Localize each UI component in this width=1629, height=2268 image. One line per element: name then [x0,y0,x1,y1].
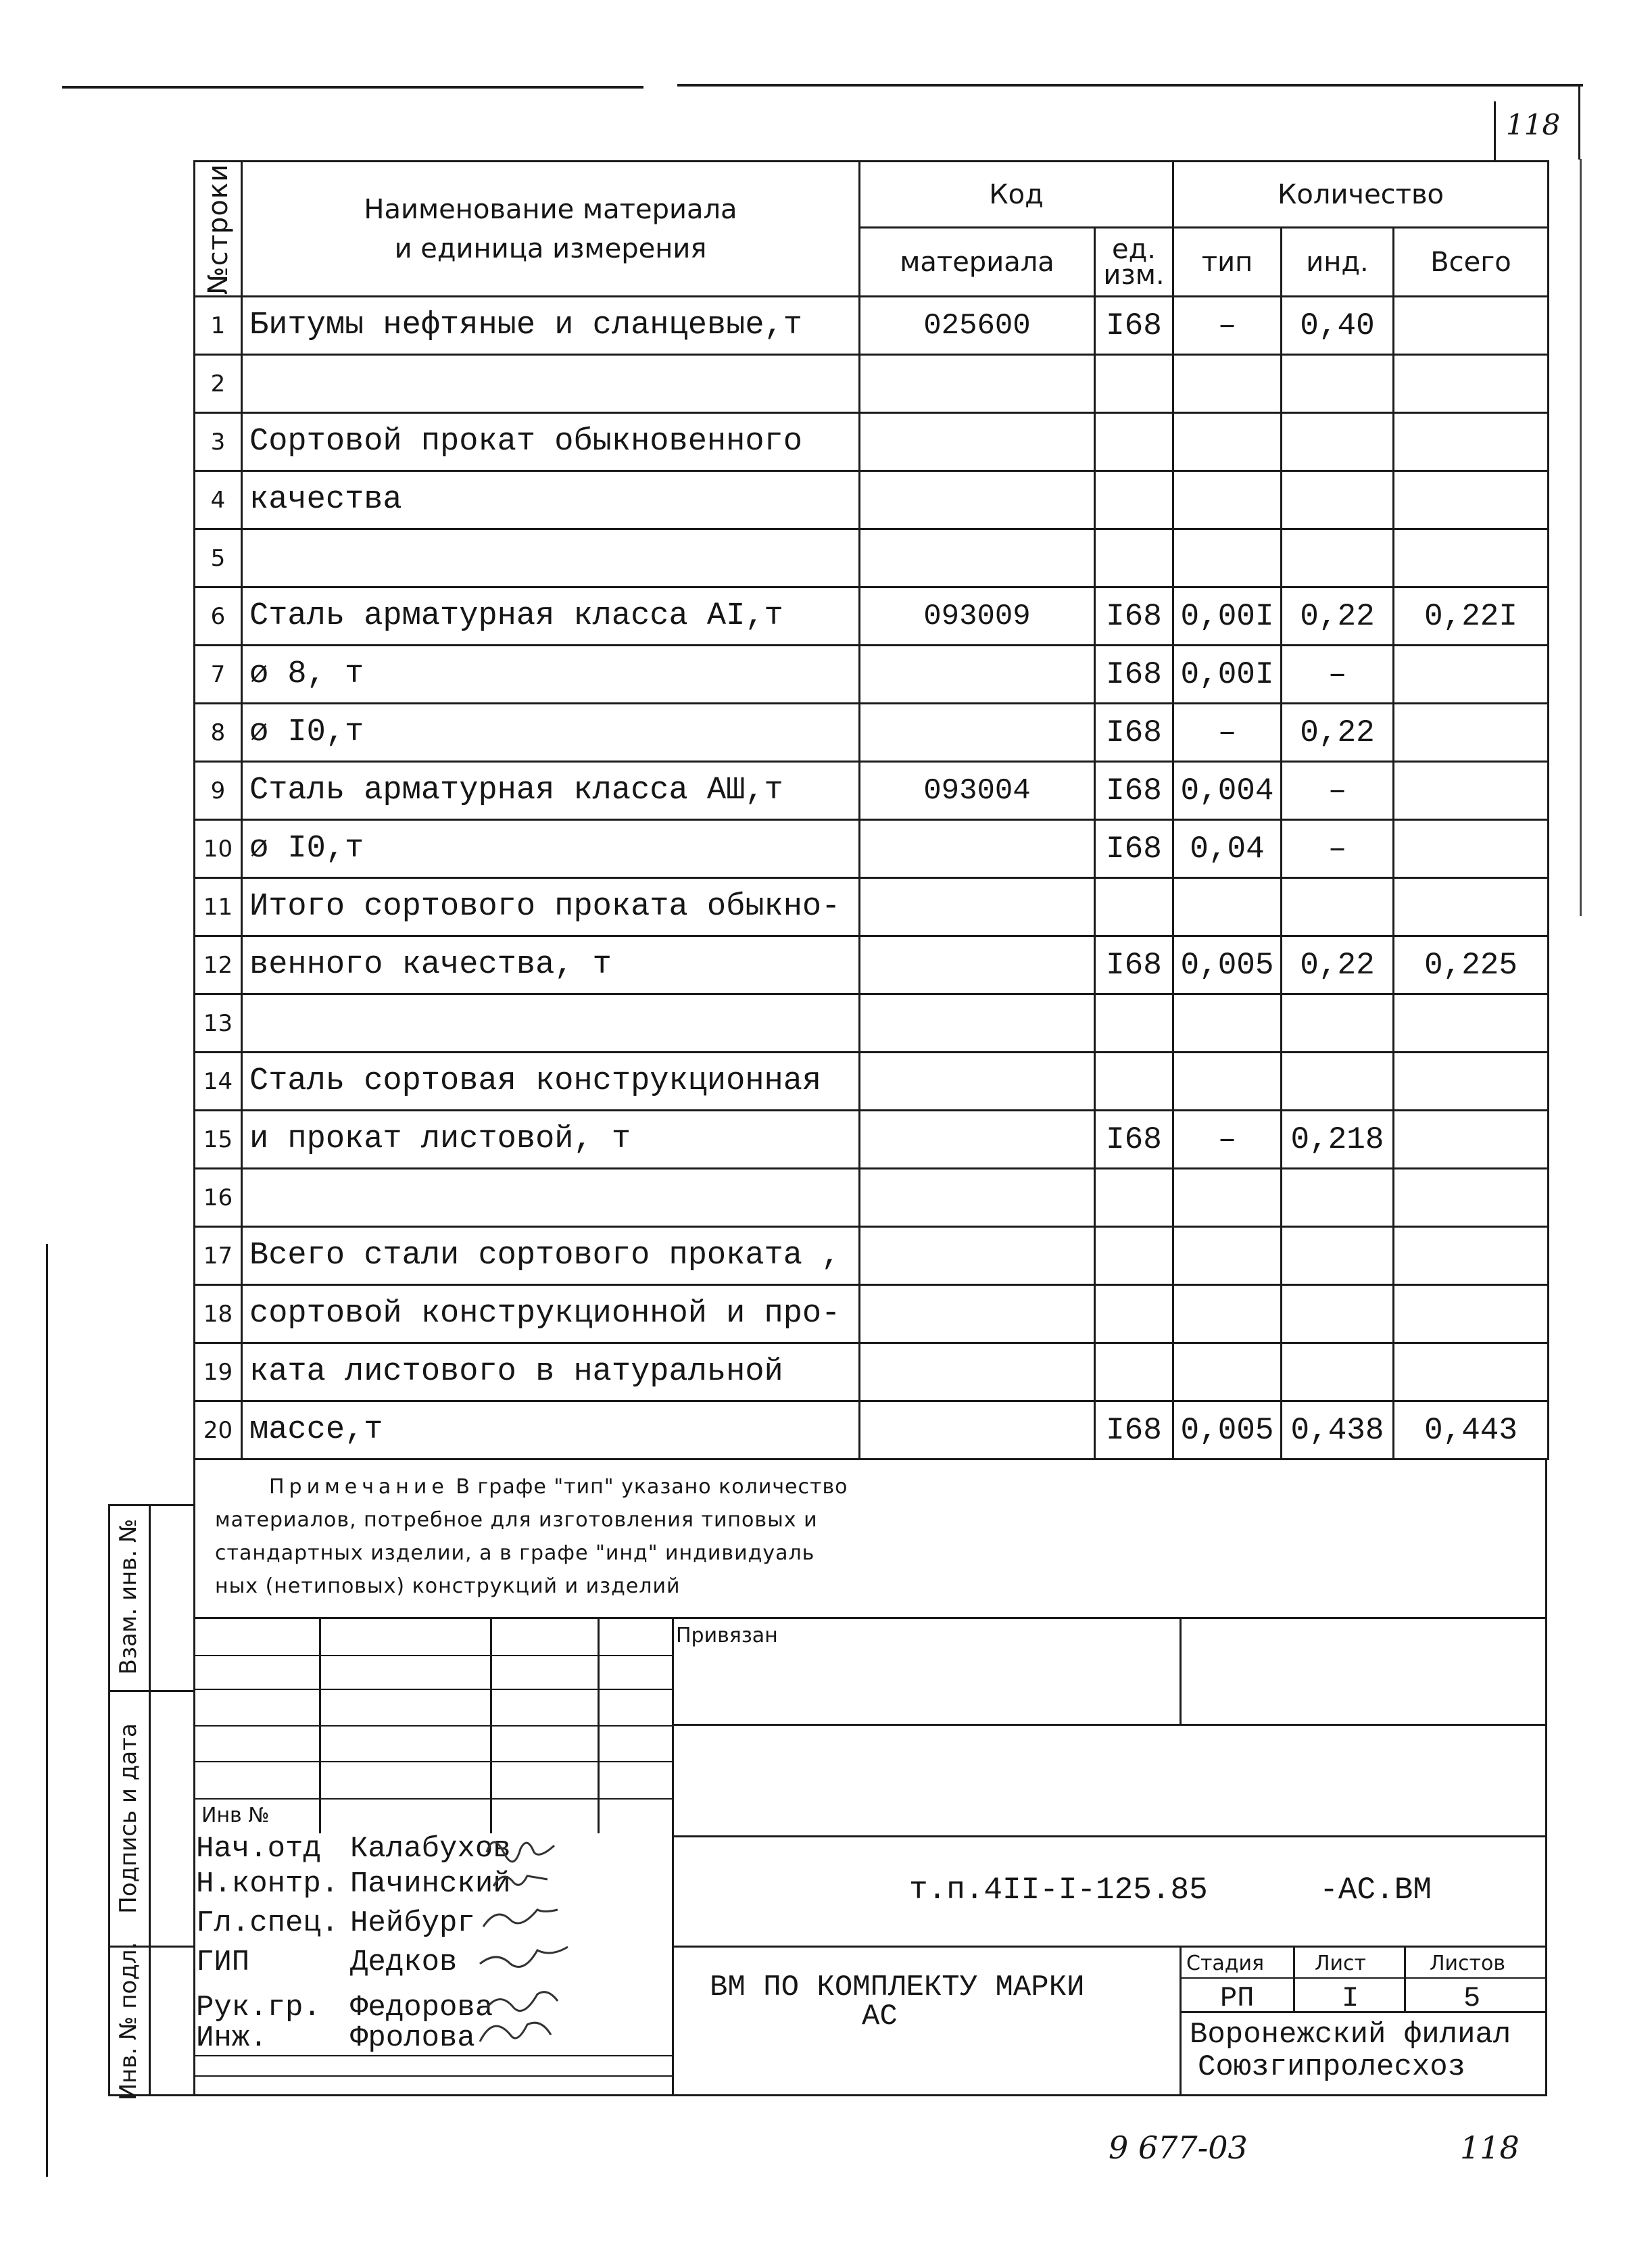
qty-typ [1173,1343,1282,1401]
qty-typ [1173,471,1282,529]
material-name: ката листового в натуральной [242,1343,860,1401]
stamp-col-3 [598,1617,600,1833]
material-code [860,1169,1095,1227]
row-number: 17 [195,1227,242,1285]
material-name: Сталь арматурная класса АШ,т [242,762,860,820]
material-code [860,994,1095,1053]
row-number: 19 [195,1343,242,1401]
sig-role-1: Нач.отд [196,1832,321,1866]
material-code [860,471,1095,529]
unit-code: I68 [1095,704,1173,762]
unit-code [1095,1285,1173,1343]
qty-ind [1282,413,1394,471]
table-row [195,1227,1549,1285]
header-quantity: Количество [1173,162,1549,228]
qty-total [1394,820,1549,878]
qty-ind [1282,471,1394,529]
header-material-code: материала [860,228,1095,297]
qty-total [1394,878,1549,936]
qty-total [1394,355,1549,413]
material-name [242,529,860,587]
stamp-col-2 [490,1617,492,1833]
qty-typ: 0,005 [1173,1401,1282,1459]
header-qty-typ: тип [1173,228,1282,297]
material-name: Итого сортового проката обыкно- [242,878,860,936]
table-row [195,1343,1549,1401]
stamp-stage-sep [1180,1977,1547,1979]
sig-role-4: ГИП [196,1946,250,1979]
stamp-privyazan-bottom [672,1724,1547,1726]
stamp-sheet-label: Лист [1315,1952,1367,1975]
row-number: 3 [195,413,242,471]
material-code [860,878,1095,936]
stamp-left-edge [193,1459,195,2096]
stamp-title-line2: АС [862,2000,898,2033]
stamp-line-bottom [193,2094,1547,2096]
qty-typ: – [1173,704,1282,762]
qty-total [1394,1169,1549,1227]
material-code [860,1111,1095,1169]
stamp-title-top [672,1946,1547,1948]
side-label-podpis: Подпись и дата [115,1723,142,1914]
qty-ind [1282,355,1394,413]
stamp-designation-top [672,1835,1547,1837]
material-code [860,1401,1095,1459]
page-number-top: 118 [1506,108,1561,141]
table-row [195,413,1549,471]
qty-typ [1173,1285,1282,1343]
row-number: 13 [195,994,242,1053]
unit-code [1095,1227,1173,1285]
qty-total [1394,1285,1549,1343]
qty-typ: 0,005 [1173,936,1282,994]
material-name: ø I0,т [242,820,860,878]
table-row [195,297,1549,355]
material-name: Сталь арматурная класса АI,т [242,587,860,646]
stamp-col-main [672,1617,674,2096]
row-number: 18 [195,1285,242,1343]
material-code [860,704,1095,762]
material-code: 093009 [860,587,1095,646]
stamp-col-stage-left [1180,1946,1182,2094]
material-name: ø I0,т [242,704,860,762]
side-stamp-outer-left [108,1504,110,2096]
qty-ind: 0,218 [1282,1111,1394,1169]
table-row [195,1053,1549,1111]
unit-code [1095,1053,1173,1111]
material-name: Сортовой прокат обыкновенного [242,413,860,471]
sig-role-2: Н.контр. [196,1867,339,1901]
side-stamp-top [108,1504,193,1506]
row-number: 20 [195,1401,242,1459]
unit-code [1095,355,1173,413]
unit-code: I68 [1095,297,1173,355]
handwritten-signatures [473,1825,608,2069]
header-code: Код [860,162,1173,228]
stamp-org-line2: Союзгипролесхоз [1198,2050,1466,2084]
table-row [195,994,1549,1053]
qty-ind: 0,40 [1282,297,1394,355]
stamp-title-line1: ВМ ПО КОМПЛЕКТУ МАРКИ [710,1971,1085,2004]
qty-typ: 0,00I [1173,587,1282,646]
stamp-sheets-value: 5 [1463,1982,1481,2014]
unit-code: I68 [1095,1401,1173,1459]
material-code [860,1053,1095,1111]
stamp-col-privyazan-right [1180,1617,1182,1725]
qty-total: 0,22I [1394,587,1549,646]
material-code [860,1227,1095,1285]
material-name: ø 8, т [242,646,860,704]
sig-name-3: Нейбург [350,1906,475,1940]
qty-typ [1173,1169,1282,1227]
material-name: Всего стали сортового проката , [242,1227,860,1285]
stamp-privyazan-label: Привязан [676,1624,778,1647]
stamp-row-1 [193,1655,672,1656]
stamp-col-stage-2 [1404,1946,1406,2013]
sig-name-1: Калабухов [350,1832,511,1866]
stamp-row-3 [193,1725,672,1727]
row-number: 7 [195,646,242,704]
unit-code [1095,994,1173,1053]
material-code [860,413,1095,471]
qty-total [1394,994,1549,1053]
stamp-stage-value: РП [1220,1982,1255,2014]
stamp-stage-label: Стадия [1186,1952,1265,1975]
page-number-box-right [1578,87,1580,160]
side-label-vzam: Взам. инв. № [115,1518,142,1675]
note-line2: материалов, потребное для изготовления типовых и [215,1508,818,1532]
material-name: и прокат листовой, т [242,1111,860,1169]
qty-ind [1282,1343,1394,1401]
material-name: сортовой конструкционной и про- [242,1285,860,1343]
stamp-row-2 [193,1689,672,1690]
unit-code: I68 [1095,1111,1173,1169]
qty-typ: – [1173,297,1282,355]
row-number: 10 [195,820,242,878]
table-row [195,471,1549,529]
qty-typ [1173,413,1282,471]
note-word: Примечание [269,1475,449,1499]
header-unit: ед. изм. [1095,228,1173,297]
qty-total [1394,704,1549,762]
qty-typ [1173,355,1282,413]
qty-ind: 0,22 [1282,587,1394,646]
table-row [195,529,1549,587]
footer-page: 118 [1460,2129,1519,2166]
sig-name-6: Фролова [350,2021,475,2055]
table-row [195,1169,1549,1227]
qty-total: 0,443 [1394,1401,1549,1459]
stamp-col-stage-1 [1293,1946,1295,2013]
stamp-org-line1: Воронежский филиал [1190,2018,1511,2052]
row-number: 5 [195,529,242,587]
qty-total [1394,529,1549,587]
note-block [215,1470,1060,1603]
stamp-line-top [193,1617,1547,1619]
stamp-right-edge [1545,1459,1547,2096]
qty-ind: 0,22 [1282,936,1394,994]
stamp-row-4 [193,1761,672,1762]
unit-code: I68 [1095,936,1173,994]
table-row [195,1111,1549,1169]
material-name: венного качества, т [242,936,860,994]
qty-typ [1173,878,1282,936]
qty-total [1394,1111,1549,1169]
sig-role-3: Гл.спец. [196,1906,339,1940]
row-number: 6 [195,587,242,646]
qty-typ: 0,04 [1173,820,1282,878]
footer-code: 9 677-03 [1109,2129,1248,2166]
unit-code: I68 [1095,762,1173,820]
material-name: Битумы нефтяные и сланцевые,т [242,297,860,355]
header-qty-total: Всего [1394,228,1549,297]
material-code: 093004 [860,762,1095,820]
top-border-line-left [62,86,643,89]
header-row-number: №строки [195,162,242,297]
material-code [860,1285,1095,1343]
qty-ind [1282,529,1394,587]
stamp-designation: т.п.4II-I-125.85 -АС.ВМ [909,1873,1432,1908]
spec-table [193,160,1549,1460]
note-line4: ных (нетиповых) конструкций и изделий [215,1574,681,1598]
qty-total [1394,297,1549,355]
qty-typ [1173,1053,1282,1111]
unit-code [1095,471,1173,529]
material-name: массе,т [242,1401,860,1459]
right-edge-line [1580,159,1582,916]
side-stamp-split-1 [108,1690,193,1692]
material-name [242,994,860,1053]
qty-typ [1173,529,1282,587]
material-code [860,1343,1095,1401]
row-number: 2 [195,355,242,413]
stamp-sig-row-b [193,2075,672,2077]
qty-ind [1282,878,1394,936]
qty-total: 0,225 [1394,936,1549,994]
row-number: 15 [195,1111,242,1169]
material-code: 025600 [860,297,1095,355]
row-number: 1 [195,297,242,355]
qty-total [1394,471,1549,529]
page-number-box-left [1494,101,1496,162]
note-line1: В графе "тип" указано количество [448,1475,848,1499]
material-name [242,1169,860,1227]
material-name: Сталь сортовая конструкционная [242,1053,860,1111]
sig-name-4: Дедков [350,1946,458,1979]
qty-typ [1173,1227,1282,1285]
unit-code [1095,1169,1173,1227]
qty-ind [1282,1227,1394,1285]
table-row [195,762,1549,820]
side-stamp-inner [149,1504,151,2096]
row-number: 14 [195,1053,242,1111]
table-row [195,936,1549,994]
qty-total [1394,413,1549,471]
unit-code: I68 [1095,820,1173,878]
top-border-line-right [677,84,1583,87]
note-line3: стандартных изделии, а в графе "инд" индивидуаль [215,1541,815,1565]
table-row [195,820,1549,878]
stamp-col-1 [319,1617,321,1833]
qty-total [1394,1053,1549,1111]
table-row [195,704,1549,762]
qty-ind: 0,22 [1282,704,1394,762]
row-number: 11 [195,878,242,936]
qty-typ [1173,994,1282,1053]
qty-typ: 0,00I [1173,646,1282,704]
stamp-inv-no: Инв № [201,1804,270,1827]
table-row [195,1285,1549,1343]
unit-code: I68 [1095,646,1173,704]
qty-ind [1282,994,1394,1053]
qty-total [1394,1343,1549,1401]
header-name: Наименование материала и единица измерения [242,162,860,297]
qty-total [1394,1227,1549,1285]
qty-typ: 0,004 [1173,762,1282,820]
qty-typ: – [1173,1111,1282,1169]
qty-ind: – [1282,762,1394,820]
table-row [195,878,1549,936]
stamp-row-5 [193,1798,672,1800]
qty-ind [1282,1169,1394,1227]
material-name [242,355,860,413]
row-number: 16 [195,1169,242,1227]
qty-total [1394,646,1549,704]
sig-name-2: Пачинский [350,1867,511,1901]
table-row [195,646,1549,704]
table-row [195,1401,1549,1459]
unit-code [1095,529,1173,587]
sig-role-6: Инж. [196,2021,268,2055]
table-row [195,355,1549,413]
qty-ind: – [1282,646,1394,704]
sig-name-5: Федорова [350,1991,493,2025]
unit-code [1095,1343,1173,1401]
stamp-sheets-label: Листов [1430,1952,1506,1975]
material-code [860,820,1095,878]
qty-ind [1282,1285,1394,1343]
sig-role-5: Рук.гр. [196,1991,321,2025]
qty-ind: 0,438 [1282,1401,1394,1459]
unit-code: I68 [1095,587,1173,646]
row-number: 9 [195,762,242,820]
unit-code [1095,413,1173,471]
side-label-inv-podl: Инв. № подл. [115,1941,142,2101]
unit-code [1095,878,1173,936]
row-number: 12 [195,936,242,994]
material-code [860,936,1095,994]
header-qty-ind: инд. [1282,228,1394,297]
binding-line-left [46,1244,48,2177]
qty-ind [1282,1053,1394,1111]
table-row [195,587,1549,646]
row-number: 8 [195,704,242,762]
material-name: качества [242,471,860,529]
qty-total [1394,762,1549,820]
material-code [860,355,1095,413]
material-code [860,646,1095,704]
row-number: 4 [195,471,242,529]
material-code [860,529,1095,587]
stamp-sheet-value: I [1342,1982,1359,2014]
qty-ind: – [1282,820,1394,878]
